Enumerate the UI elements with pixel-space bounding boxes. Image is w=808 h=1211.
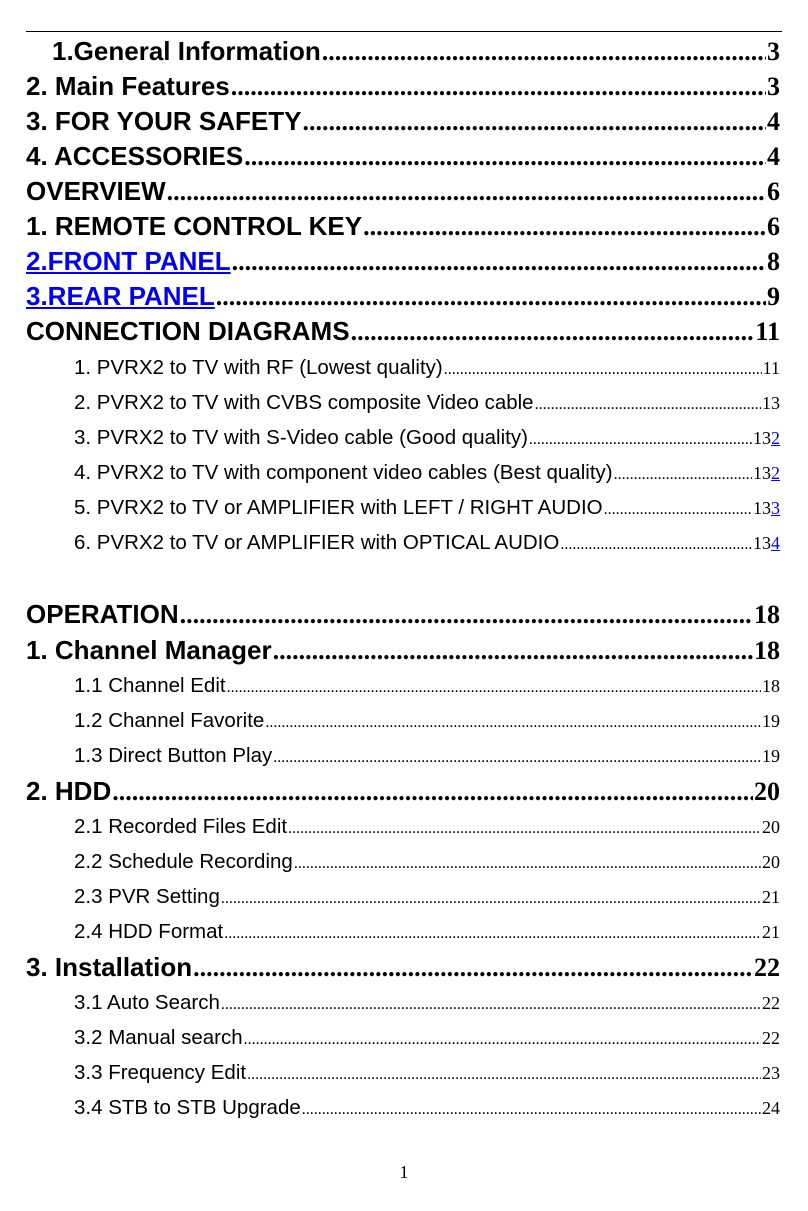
toc-page-prefix: 13 xyxy=(753,428,771,448)
toc-leader xyxy=(535,396,761,414)
toc-entry-page xyxy=(753,428,780,449)
toc-entry-title: 2.4 HDD Format xyxy=(74,920,224,943)
toc-entry-title: 2. HDD xyxy=(26,776,112,806)
toc-entry-page xyxy=(753,498,780,519)
toc-leader xyxy=(227,679,761,697)
toc-entry-operation[interactable] xyxy=(26,599,780,630)
toc-entry-title: 3.3 Frequency Edit xyxy=(74,1061,247,1084)
toc-entry-title: 3.4 STB to STB Upgrade xyxy=(74,1096,301,1119)
toc-entry-title: 1. Channel Manager xyxy=(26,635,272,665)
toc-entry-title: 2. PVRX2 to TV with CVBS composite Video cable xyxy=(74,391,534,414)
toc-leader xyxy=(247,1066,761,1084)
toc-entry-page: 18 xyxy=(762,676,780,696)
toc-entry-page: 9 xyxy=(767,282,780,311)
toc-entry-title: 3.2 Manual search xyxy=(74,1026,243,1049)
toc-leader xyxy=(363,212,766,242)
toc-leader xyxy=(604,501,752,519)
toc-entry-title: 5. PVRX2 to TV or AMPLIFIER with LEFT / RIGHT AUDIO xyxy=(74,496,603,519)
toc-entry-page: 3 xyxy=(767,37,780,66)
toc-entry-schedule-recording[interactable] xyxy=(74,850,780,874)
toc-leader xyxy=(244,1031,761,1049)
toc-entry-cvbs[interactable] xyxy=(74,391,780,415)
toc-entry-page: 4 xyxy=(767,142,780,171)
toc-leader xyxy=(193,953,753,983)
toc-leader xyxy=(232,247,766,277)
toc-entry-title: 4. PVRX2 to TV with component video cables (Best quality) xyxy=(74,461,613,484)
toc-entry-component[interactable] xyxy=(74,461,780,485)
toc-entry-title-link[interactable]: 2.FRONT PANEL xyxy=(26,246,231,276)
toc-entry-title: 1.General Information xyxy=(52,36,321,66)
toc-entry-general-information[interactable] xyxy=(52,36,780,67)
toc-entry-hdd-format[interactable] xyxy=(74,920,780,944)
toc-entry-direct-button-play[interactable] xyxy=(74,744,780,768)
toc-entry-page: 22 xyxy=(762,1028,780,1048)
toc-entry-page: 11 xyxy=(755,317,780,346)
page-number: 1 xyxy=(399,1162,409,1182)
toc-entry-title: 1.3 Direct Button Play xyxy=(74,744,273,767)
toc-entry-channel-favorite[interactable] xyxy=(74,709,780,733)
toc-entry-title: 4. ACCESSORIES xyxy=(26,141,244,171)
toc-entry-rear-panel[interactable] xyxy=(26,281,780,312)
toc-entry-page: 22 xyxy=(762,993,780,1013)
toc-entry-title: 1. PVRX2 to TV with RF (Lowest quality) xyxy=(74,356,443,379)
toc-leader xyxy=(265,714,761,732)
toc-entry-title: 1. REMOTE CONTROL KEY xyxy=(26,211,363,241)
toc-entry-title: 1.2 Channel Favorite xyxy=(74,709,265,732)
toc-entry-title: 2.2 Schedule Recording xyxy=(74,850,293,873)
toc-leader xyxy=(529,431,752,449)
toc-entry-title-link[interactable]: 3.REAR PANEL xyxy=(26,281,215,311)
toc-entry-page: 6 xyxy=(767,177,780,206)
toc-entry-page: 13 xyxy=(762,393,780,413)
toc-entry-title: 3. FOR YOUR SAFETY xyxy=(26,106,302,136)
toc-entry-page xyxy=(753,463,780,484)
toc-leader xyxy=(444,361,762,379)
toc-entry-stb-upgrade[interactable] xyxy=(74,1096,780,1120)
toc-entry-page: 19 xyxy=(762,746,780,766)
toc-entry-page: 3 xyxy=(767,72,780,101)
toc-entry-title: 2. Main Features xyxy=(26,71,230,101)
toc-leader xyxy=(221,890,761,908)
toc-page-suffix-link[interactable]: 4 xyxy=(771,533,780,553)
toc-entry-left-right-audio[interactable] xyxy=(74,496,780,520)
toc-entry-page: 20 xyxy=(762,817,780,837)
toc-entry-for-your-safety[interactable] xyxy=(26,106,780,137)
toc-leader xyxy=(302,107,766,137)
toc-leader xyxy=(322,37,766,67)
toc-leader xyxy=(180,600,753,630)
toc-leader xyxy=(216,282,766,312)
toc-entry-page: 20 xyxy=(754,777,780,806)
toc-entry-connection-diagrams[interactable] xyxy=(26,316,780,347)
toc-leader xyxy=(221,996,761,1014)
toc-entry-page: 18 xyxy=(754,636,780,665)
toc-entry-channel-manager[interactable] xyxy=(26,635,780,666)
toc-entry-hdd[interactable] xyxy=(26,776,780,807)
toc-entry-page: 24 xyxy=(762,1098,780,1118)
toc-entry-title: 6. PVRX2 to TV or AMPLIFIER with OPTICAL AUDIO xyxy=(74,531,560,554)
toc-entry-title: OPERATION xyxy=(26,599,179,629)
toc-entry-installation[interactable] xyxy=(26,952,780,983)
toc-entry-pvr-setting[interactable] xyxy=(74,885,780,909)
toc-entry-title: 2.1 Recorded Files Edit xyxy=(74,815,288,838)
toc-entry-main-features[interactable] xyxy=(26,71,780,102)
toc-entry-manual-search[interactable] xyxy=(74,1026,780,1050)
toc-leader xyxy=(294,855,761,873)
toc-entry-page: 21 xyxy=(762,887,780,907)
toc-entry-page: 18 xyxy=(754,600,780,629)
toc-leader xyxy=(560,536,752,554)
toc-entry-page: 8 xyxy=(767,247,780,276)
toc-leader xyxy=(167,177,766,207)
toc-entry-page: 11 xyxy=(762,358,780,378)
toc-page-suffix-link[interactable]: 2 xyxy=(771,428,780,448)
toc-entry-front-panel[interactable] xyxy=(26,246,780,277)
toc-leader xyxy=(302,1101,761,1119)
toc-entry-page: 19 xyxy=(762,711,780,731)
toc-entry-frequency-edit[interactable] xyxy=(74,1061,780,1085)
toc-entry-title: OVERVIEW xyxy=(26,176,166,206)
toc-entry-page: 21 xyxy=(762,922,780,942)
toc-entry-title: 1.1 Channel Edit xyxy=(74,674,226,697)
toc-page-suffix-link[interactable]: 2 xyxy=(771,463,780,483)
toc-entry-page: 20 xyxy=(762,852,780,872)
toc-leader xyxy=(231,72,766,102)
toc-entry-page xyxy=(753,533,780,554)
top-rule xyxy=(26,31,782,32)
toc-entry-page: 22 xyxy=(754,953,780,982)
toc-entry-title: 3. PVRX2 to TV with S-Video cable (Good quality) xyxy=(74,426,528,449)
toc-entry-rf[interactable] xyxy=(74,356,780,380)
toc-entry-page: 4 xyxy=(767,107,780,136)
toc-leader xyxy=(614,466,752,484)
toc-entry-recorded-files-edit[interactable] xyxy=(74,815,780,839)
toc-leader xyxy=(112,777,753,807)
toc-page-prefix: 13 xyxy=(753,533,771,553)
toc-leader xyxy=(224,925,761,943)
toc-entry-title: CONNECTION DIAGRAMS xyxy=(26,316,350,346)
toc-entry-remote-control-key[interactable] xyxy=(26,211,780,242)
toc-leader xyxy=(273,636,753,666)
toc-entry-auto-search[interactable] xyxy=(74,991,780,1015)
toc-leader xyxy=(288,820,761,838)
toc-entry-channel-edit[interactable] xyxy=(74,674,780,698)
toc-page-suffix-link[interactable]: 3 xyxy=(771,498,780,518)
toc-leader xyxy=(273,749,761,767)
toc-entry-page: 23 xyxy=(762,1063,780,1083)
toc-entry-overview[interactable] xyxy=(26,176,780,207)
toc-entry-s-video[interactable] xyxy=(74,426,780,450)
toc-leader xyxy=(244,142,766,172)
toc-leader xyxy=(351,317,755,347)
toc-entry-title: 3.1 Auto Search xyxy=(74,991,220,1014)
toc-page-prefix: 13 xyxy=(753,463,771,483)
toc-entry-page: 6 xyxy=(767,212,780,241)
toc-entry-optical-audio[interactable] xyxy=(74,531,780,555)
toc-entry-title: 2.3 PVR Setting xyxy=(74,885,220,908)
toc-page-prefix: 13 xyxy=(753,498,771,518)
toc-entry-accessories[interactable] xyxy=(26,141,780,172)
toc-entry-title: 3. Installation xyxy=(26,952,193,982)
